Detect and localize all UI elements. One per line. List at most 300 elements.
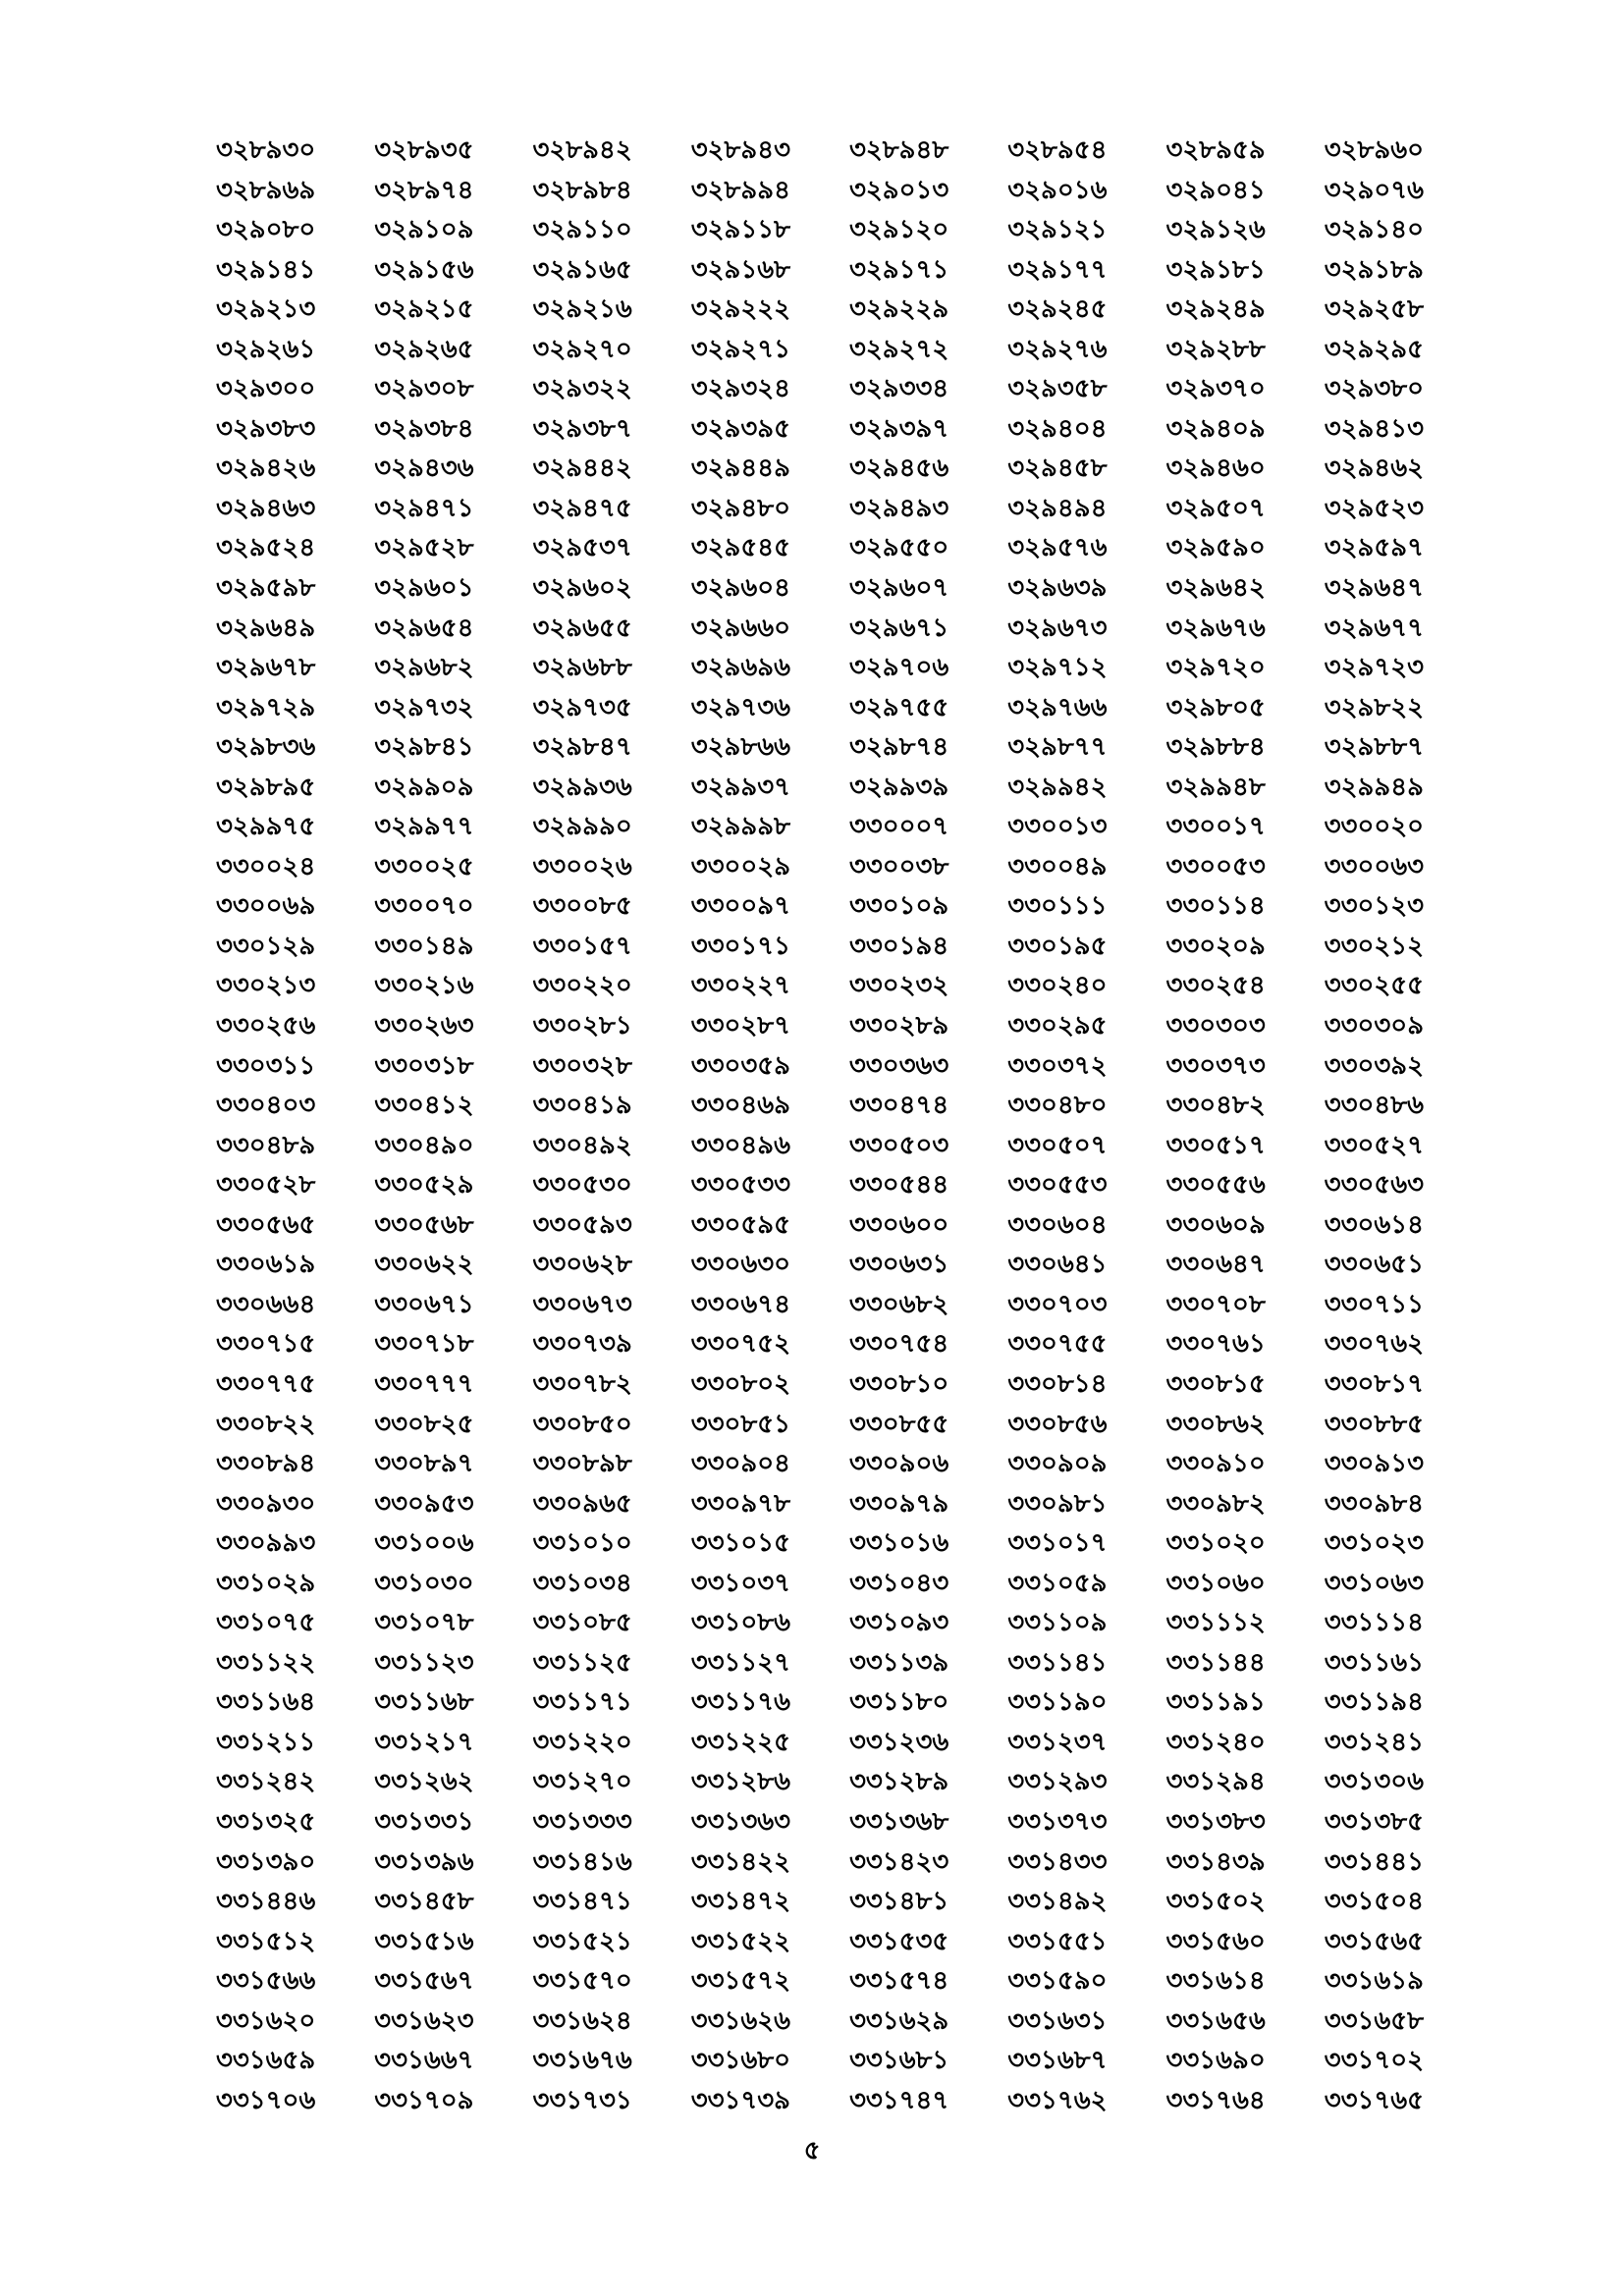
number-cell: ৩৩১৪৪১ — [1324, 1846, 1425, 1877]
number-cell: ৩২৮৯৮৪ — [532, 175, 632, 205]
number-cell: ৩২৯৯৩৯ — [848, 772, 949, 802]
number-cell: ৩৩১০৬৩ — [1324, 1568, 1425, 1598]
number-cell: ৩৩০৪৮৯ — [215, 1130, 316, 1160]
number-cell: ৩৩০০২৬ — [532, 851, 632, 881]
number-cell: ৩২৯১২০ — [848, 215, 949, 245]
number-cell: ৩২৯৬৯৬ — [690, 653, 791, 683]
number-cell: ৩২৯৩২২ — [532, 374, 632, 404]
number-cell: ৩২৯২৯৫ — [1324, 334, 1425, 364]
number-cell: ৩৩০৫৩৩ — [690, 1170, 791, 1201]
number-cell: ৩৩১৪১৬ — [532, 1846, 632, 1877]
number-cell: ৩৩১২৮৯ — [848, 1767, 949, 1797]
number-cell: ৩৩১২১১ — [215, 1727, 316, 1757]
number-cell: ৩৩১৫০৪ — [1324, 1887, 1425, 1917]
number-cell: ৩৩১৭৪৭ — [848, 2085, 949, 2115]
number-cell: ৩৩০৪৮০ — [1007, 1091, 1108, 1121]
number-cell: ৩৩০৫৬৩ — [1324, 1170, 1425, 1201]
number-cell: ৩২৯৬৫৫ — [532, 613, 632, 643]
number-cell: ৩৩১৬২০ — [215, 2005, 316, 2036]
number-cell: ৩৩১০৬০ — [1165, 1568, 1266, 1598]
number-cell: ৩২৯২৭৬ — [1007, 334, 1108, 364]
number-cell: ৩৩০৮৫১ — [690, 1409, 791, 1439]
number-cell: ৩২৯২৪৯ — [1165, 294, 1266, 325]
number-cell: ৩২৯১৭৭ — [1007, 254, 1108, 285]
number-cell: ৩২৯৮০৫ — [1165, 692, 1266, 722]
number-cell: ৩৩১৩২৫ — [215, 1806, 316, 1837]
number-cell: ৩৩০৪৬৯ — [690, 1091, 791, 1121]
number-cell: ৩৩০২১৬ — [374, 971, 474, 1001]
number-cell: ৩৩১৬১৯ — [1324, 1966, 1425, 1997]
number-cell: ৩২৯২৭১ — [690, 334, 791, 364]
number-cell: ৩২৯১৫৬ — [374, 254, 474, 285]
number-cell: ৩২৯৪৯৩ — [848, 493, 949, 523]
number-cell: ৩২৯১০৯ — [374, 215, 474, 245]
number-cell: ৩৩০২১২ — [1324, 931, 1425, 961]
number-cell: ৩৩১২৯৩ — [1007, 1767, 1108, 1797]
number-cell: ৩৩০৩৭৩ — [1165, 1050, 1266, 1081]
number-cell: ৩২৯৯৯০ — [532, 812, 632, 842]
number-cell: ৩৩০৮৯৮ — [532, 1449, 632, 1479]
number-cell: ৩৩০৪১৯ — [532, 1091, 632, 1121]
number-cell: ৩৩১৭০৬ — [215, 2085, 316, 2115]
number-cell: ৩৩১৭৩৯ — [690, 2085, 791, 2115]
number-cell: ৩৩০৭১৫ — [215, 1329, 316, 1360]
number-cell: ৩২৯১২১ — [1007, 215, 1108, 245]
number-cell: ৩৩০৭৮২ — [532, 1368, 632, 1399]
number-cell: ৩৩০০৪৯ — [1007, 851, 1108, 881]
number-cell: ৩৩১০১৭ — [1007, 1528, 1108, 1559]
number-cell: ৩২৯৩৫৮ — [1007, 374, 1108, 404]
number-cell: ৩৩১৬২৪ — [532, 2005, 632, 2036]
number-cell: ৩২৯৩৯৫ — [690, 413, 791, 444]
number-cell: ৩৩১০৮৬ — [690, 1608, 791, 1638]
number-cell: ৩২৮৯৩৫ — [374, 135, 474, 165]
number-cell: ৩৩০৬২২ — [374, 1250, 474, 1280]
number-cell: ৩৩১১৬৮ — [374, 1687, 474, 1718]
number-cell: ৩৩০২৫৬ — [215, 1011, 316, 1041]
number-cell: ৩২৯৮২২ — [1324, 692, 1425, 722]
number-cell: ৩৩১৫৬৭ — [374, 1966, 474, 1997]
number-cell: ৩৩০২০৯ — [1165, 931, 1266, 961]
number-cell: ৩৩১০০৬ — [374, 1528, 474, 1559]
number-cell: ৩৩০৬৪১ — [1007, 1250, 1108, 1280]
number-cell: ৩২৯৫৩৭ — [532, 533, 632, 563]
number-cell: ৩৩০৩০৩ — [1165, 1011, 1266, 1041]
number-cell: ৩৩০৭৭৫ — [215, 1368, 316, 1399]
number-cell: ৩২৯৮৭৭ — [1007, 732, 1108, 763]
number-cell: ৩৩০৯৩০ — [215, 1488, 316, 1519]
number-cell: ৩৩০২২৭ — [690, 971, 791, 1001]
number-cell: ৩৩০৮১০ — [848, 1368, 949, 1399]
number-cell: ৩৩০৪০৩ — [215, 1091, 316, 1121]
number-cell: ৩৩১১৩৯ — [848, 1647, 949, 1678]
number-cell: ৩২৯৬৮৮ — [532, 653, 632, 683]
number-cell: ৩৩১৬২৬ — [690, 2005, 791, 2036]
number-cell: ৩২৯৬৬০ — [690, 613, 791, 643]
number-cell: ৩৩১১২২ — [215, 1647, 316, 1678]
number-cell: ৩২৯৯০৯ — [374, 772, 474, 802]
number-cell: ৩২৯৫০৭ — [1165, 493, 1266, 523]
number-cell: ৩৩১৪২৩ — [848, 1846, 949, 1877]
number-cell: ৩২৯৩৮৭ — [532, 413, 632, 444]
number-cell: ৩৩০০৮৫ — [532, 891, 632, 922]
number-cell: ৩৩১০১৬ — [848, 1528, 949, 1559]
number-cell: ৩২৯৪৫৮ — [1007, 454, 1108, 484]
number-cell: ৩২৯৫৯৭ — [1324, 533, 1425, 563]
number-cell: ৩৩০৭৫৪ — [848, 1329, 949, 1360]
number-cell: ৩৩১১২৫ — [532, 1647, 632, 1678]
number-cell: ৩৩০৫২৭ — [1324, 1130, 1425, 1160]
number-cell: ৩৩১৭৬৫ — [1324, 2085, 1425, 2115]
number-cell: ৩২৯৪২৬ — [215, 454, 316, 484]
number-cell: ৩৩০২৩২ — [848, 971, 949, 1001]
number-cell: ৩৩০০৬৯ — [215, 891, 316, 922]
number-cell: ৩৩০৬৫১ — [1324, 1250, 1425, 1280]
number-cell: ৩৩১৫৭২ — [690, 1966, 791, 1997]
number-cell: ৩২৯৬৪৭ — [1324, 573, 1425, 604]
number-cell: ৩৩০৫৪৪ — [848, 1170, 949, 1201]
number-cell: ৩৩১৬৮৭ — [1007, 2046, 1108, 2076]
number-cell: ৩২৯২২৯ — [848, 294, 949, 325]
number-cell: ৩২৯১১০ — [532, 215, 632, 245]
number-cell: ৩৩০০১৩ — [1007, 812, 1108, 842]
number-cell: ৩৩১৫৬৬ — [215, 1966, 316, 1997]
number-cell: ৩৩০৯৭৮ — [690, 1488, 791, 1519]
number-cell: ৩৩০৮৯৭ — [374, 1449, 474, 1479]
number-cell: ৩৩১১৬১ — [1324, 1647, 1425, 1678]
number-cell: ৩২৮৯৬৯ — [215, 175, 316, 205]
number-cell: ৩৩১২১৭ — [374, 1727, 474, 1757]
number-cell: ৩২৯৭২০ — [1165, 653, 1266, 683]
number-cell: ৩৩০০২০ — [1324, 812, 1425, 842]
number-cell: ৩২৯৮৪১ — [374, 732, 474, 763]
number-cell: ৩২৮৯৪২ — [532, 135, 632, 165]
number-cell: ৩৩০৫৯৩ — [532, 1209, 632, 1240]
number-cell: ৩৩১১৭৬ — [690, 1687, 791, 1718]
number-cell: ৩৩০০৫৩ — [1165, 851, 1266, 881]
number-cell: ৩৩১০২৩ — [1324, 1528, 1425, 1559]
number-cell: ৩৩১৫৯০ — [1007, 1966, 1108, 1997]
number-cell: ৩২৮৯৩০ — [215, 135, 316, 165]
number-cell: ৩২৯২১৫ — [374, 294, 474, 325]
number-cell: ৩৩০৭৬১ — [1165, 1329, 1266, 1360]
number-cell: ৩৩১২৩৬ — [848, 1727, 949, 1757]
number-cell: ৩২৯৮৯৫ — [215, 772, 316, 802]
number-cell: ৩২৯৩৮৩ — [215, 413, 316, 444]
number-cell: ৩৩০৫০৩ — [848, 1130, 949, 1160]
number-cell: ৩৩০১২৩ — [1324, 891, 1425, 922]
number-cell: ৩২৯৩৭০ — [1165, 374, 1266, 404]
number-cell: ৩২৯৭৩৬ — [690, 692, 791, 722]
number-cell: ৩২৯৩৯৭ — [848, 413, 949, 444]
number-cell: ৩২৯২৭০ — [532, 334, 632, 364]
number-cell: ৩৩০৬৭১ — [374, 1289, 474, 1319]
number-cell: ৩৩১৭৬২ — [1007, 2085, 1108, 2115]
number-cell: ৩৩১১২৭ — [690, 1647, 791, 1678]
number-cell: ৩২৯৮৭৪ — [848, 732, 949, 763]
number-cell: ৩৩০৬৩০ — [690, 1250, 791, 1280]
number-cell: ৩৩০৯০৯ — [1007, 1449, 1108, 1479]
number-cell: ৩৩০৩০৯ — [1324, 1011, 1425, 1041]
number-cell: ৩৩০৯৮২ — [1165, 1488, 1266, 1519]
number-cell: ৩৩০৩১১ — [215, 1050, 316, 1081]
number-cell: ৩৩১০৫৯ — [1007, 1568, 1108, 1598]
number-cell: ৩৩০৭৭৭ — [374, 1368, 474, 1399]
number-cell: ৩৩০৮২৫ — [374, 1409, 474, 1439]
number-cell: ৩২৯৬৭৩ — [1007, 613, 1108, 643]
number-cell: ৩২৯১৪১ — [215, 254, 316, 285]
number-cell: ৩২৯৬০২ — [532, 573, 632, 604]
number-cell: ৩৩০১৪৯ — [374, 931, 474, 961]
number-cell: ৩৩১৫২২ — [690, 1926, 791, 1956]
number-cell: ৩৩১৬২৯ — [848, 2005, 949, 2036]
number-cell: ৩২৯৮৬৬ — [690, 732, 791, 763]
number-cell: ৩২৯২৪৫ — [1007, 294, 1108, 325]
number-cell: ৩২৯৭২৯ — [215, 692, 316, 722]
number-cell: ৩৩১৩৮৫ — [1324, 1806, 1425, 1837]
number-cell: ৩২৯৬৩৯ — [1007, 573, 1108, 604]
number-cell: ৩২৯০৪১ — [1165, 175, 1266, 205]
number-cell: ৩৩১০৩০ — [374, 1568, 474, 1598]
number-cell: ৩২৯০১৬ — [1007, 175, 1108, 205]
number-cell: ৩৩০৬২৮ — [532, 1250, 632, 1280]
number-cell: ৩৩০৪৭৪ — [848, 1091, 949, 1121]
number-cell: ৩২৯৩৮০ — [1324, 374, 1425, 404]
number-cell: ৩৩০৪৯৬ — [690, 1130, 791, 1160]
number-cell: ৩৩১৩৮৩ — [1165, 1806, 1266, 1837]
number-cell: ৩২৯৩৩৪ — [848, 374, 949, 404]
number-cell: ৩২৯২২২ — [690, 294, 791, 325]
number-cell: ৩৩০৪৮২ — [1165, 1091, 1266, 1121]
number-cell: ৩৩০৯৯৩ — [215, 1528, 316, 1559]
number-cell: ৩৩১৪৮১ — [848, 1887, 949, 1917]
number-cell: ৩২৯৪৯৪ — [1007, 493, 1108, 523]
number-cell: ৩২৯৪৭৫ — [532, 493, 632, 523]
number-cell: ৩৩১১২৩ — [374, 1647, 474, 1678]
number-cell: ৩৩১৭৩১ — [532, 2085, 632, 2115]
number-cell: ৩২৯৫২৮ — [374, 533, 474, 563]
number-cell: ৩২৯৬৭৮ — [215, 653, 316, 683]
number-cell: ৩৩১১৬৪ — [215, 1687, 316, 1718]
number-cell: ৩৩০০২৯ — [690, 851, 791, 881]
number-cell: ৩২৯৬৪৯ — [215, 613, 316, 643]
number-cell: ৩৩১৩৩১ — [374, 1806, 474, 1837]
number-cell: ৩৩১৭০২ — [1324, 2046, 1425, 2076]
number-cell: ৩৩১৬৮১ — [848, 2046, 949, 2076]
number-cell: ৩৩০৫৩০ — [532, 1170, 632, 1201]
number-cell: ৩৩১৬৯০ — [1165, 2046, 1266, 2076]
number-cell: ৩২৯১৬৫ — [532, 254, 632, 285]
number-cell: ৩২৯৪৮০ — [690, 493, 791, 523]
number-cell: ৩৩১১৪৪ — [1165, 1647, 1266, 1678]
number-cell: ৩৩০১৭১ — [690, 931, 791, 961]
number-cell: ৩৩০৯১০ — [1165, 1449, 1266, 1479]
number-cell: ৩২৯৩৮৪ — [374, 413, 474, 444]
number-cell: ৩২৯৬৭১ — [848, 613, 949, 643]
number-cell: ৩৩১৬৬৭ — [374, 2046, 474, 2076]
number-cell: ৩২৯৪০৯ — [1165, 413, 1266, 444]
number-cell: ৩৩০১২৯ — [215, 931, 316, 961]
number-cell: ৩৩০২৮৭ — [690, 1011, 791, 1041]
number-cell: ৩৩০৫০৭ — [1007, 1130, 1108, 1160]
number-cell: ৩২৯৪০৪ — [1007, 413, 1108, 444]
number-cell: ৩২৯৬৪২ — [1165, 573, 1266, 604]
number-cell: ৩২৯০৭৬ — [1324, 175, 1425, 205]
number-cell: ৩৩০০২৫ — [374, 851, 474, 881]
number-cell: ৩৩০৩২৮ — [532, 1050, 632, 1081]
number-cell: ৩২৯৯৭৫ — [215, 812, 316, 842]
number-cell: ৩৩১৬২৩ — [374, 2005, 474, 2036]
number-cell: ৩৩০৬৪৭ — [1165, 1250, 1266, 1280]
number-cell: ৩৩১৫৭৪ — [848, 1966, 949, 1997]
number-cell: ৩৩০২৮১ — [532, 1011, 632, 1041]
number-cell: ৩৩১৬৫৬ — [1165, 2005, 1266, 2036]
number-cell: ৩৩১০৪৩ — [848, 1568, 949, 1598]
number-cell: ৩২৯৭৩২ — [374, 692, 474, 722]
number-cell: ৩৩১১১৪ — [1324, 1608, 1425, 1638]
number-cell: ৩৩০৭০৮ — [1165, 1289, 1266, 1319]
number-cell: ৩৩০০৯৭ — [690, 891, 791, 922]
number-cell: ৩৩১৬৩১ — [1007, 2005, 1108, 2036]
number-cell: ৩৩১৪৩৩ — [1007, 1846, 1108, 1877]
number-cell: ৩৩১০৩৪ — [532, 1568, 632, 1598]
number-cell: ৩২৯৪৪৯ — [690, 454, 791, 484]
number-cell: ৩৩১৫০২ — [1165, 1887, 1266, 1917]
number-cell: ৩২৯১১৮ — [690, 215, 791, 245]
number-cell: ৩৩১১৯৪ — [1324, 1687, 1425, 1718]
number-cell: ৩২৯২৬৫ — [374, 334, 474, 364]
number-cell: ৩৩০৫২৯ — [374, 1170, 474, 1201]
number-cell: ৩৩১০৮৫ — [532, 1608, 632, 1638]
number-cell: ৩৩০৪১২ — [374, 1091, 474, 1121]
number-cell: ৩৩০৯০৪ — [690, 1449, 791, 1479]
number-cell: ৩৩১৪৩৯ — [1165, 1846, 1266, 1877]
number-cell: ৩৩১০৯৩ — [848, 1608, 949, 1638]
number-cell: ৩৩১১৪১ — [1007, 1647, 1108, 1678]
number-cell: ৩২৯৬০১ — [374, 573, 474, 604]
number-cell: ৩৩১২৬২ — [374, 1767, 474, 1797]
number-cell: ৩৩১৩০৬ — [1324, 1767, 1425, 1797]
number-cell: ৩২৯৬৫৪ — [374, 613, 474, 643]
number-cell: ৩৩০৮২২ — [215, 1409, 316, 1439]
number-cell: ৩২৯৯৩৬ — [532, 772, 632, 802]
number-cell: ৩৩০৯৫৩ — [374, 1488, 474, 1519]
number-cell: ৩২৯২৭২ — [848, 334, 949, 364]
number-cell: ৩৩১৩৭৩ — [1007, 1806, 1108, 1837]
number-cell: ৩৩০৮৫৫ — [848, 1409, 949, 1439]
number-cell: ৩৩০১৯৪ — [848, 931, 949, 961]
number-cell: ৩২৯১২৬ — [1165, 215, 1266, 245]
number-cell: ৩৩০৮০২ — [690, 1368, 791, 1399]
number-cell: ৩৩১৬৫৯ — [215, 2046, 316, 2076]
number-cell: ৩২৯৯৩৭ — [690, 772, 791, 802]
number-cell: ৩৩১৬১৪ — [1165, 1966, 1266, 1997]
number-cell: ৩৩০০১৭ — [1165, 812, 1266, 842]
number-cell: ৩৩১৫৩৫ — [848, 1926, 949, 1956]
number-cell: ৩৩০৭১১ — [1324, 1289, 1425, 1319]
number-cell: ৩৩০৮৫০ — [532, 1409, 632, 1439]
number-cell: ৩৩০৬৬৪ — [215, 1289, 316, 1319]
number-cell: ৩৩০২৯৫ — [1007, 1011, 1108, 1041]
number-cell: ৩৩০৫৫৩ — [1007, 1170, 1108, 1201]
number-cell: ৩৩১০১৫ — [690, 1528, 791, 1559]
number-cell: ৩৩০১১৪ — [1165, 891, 1266, 922]
number-cell: ৩৩০৯৭৯ — [848, 1488, 949, 1519]
number-cell: ৩৩০২৪০ — [1007, 971, 1108, 1001]
number-cell: ৩২৯৩২৪ — [690, 374, 791, 404]
number-cell: ৩৩০৯০৬ — [848, 1449, 949, 1479]
number-cell: ৩৩১৪২২ — [690, 1846, 791, 1877]
number-cell: ৩২৯৪৬০ — [1165, 454, 1266, 484]
number-cell: ৩৩০৭৩৯ — [532, 1329, 632, 1360]
number-cell: ৩৩০৫৯৫ — [690, 1209, 791, 1240]
number-cell: ৩২৯১৮১ — [1165, 254, 1266, 285]
number-cell: ৩৩০৩১৮ — [374, 1050, 474, 1081]
number-cell: ৩৩০০৭০ — [374, 891, 474, 922]
number-cell: ৩৩১৭৬৪ — [1165, 2085, 1266, 2115]
number-cell: ৩২৯৭০৬ — [848, 653, 949, 683]
number-cell: ৩৩১৫১২ — [215, 1926, 316, 1956]
number-cell: ৩৩০৬৭৩ — [532, 1289, 632, 1319]
number-cell: ৩২৯৭৫৫ — [848, 692, 949, 722]
number-cell: ৩৩১৩৩৩ — [532, 1806, 632, 1837]
number-cell: ৩৩১১৯১ — [1165, 1687, 1266, 1718]
number-cell: ৩৩১০৭৫ — [215, 1608, 316, 1638]
number-cell: ৩৩১৫৭০ — [532, 1966, 632, 1997]
page-number: ৫ — [803, 2136, 821, 2165]
number-cell: ৩৩০৪৯০ — [374, 1130, 474, 1160]
number-cell: ৩৩১৭০৯ — [374, 2085, 474, 2115]
number-cell: ৩২৯৮৩৬ — [215, 732, 316, 763]
number-cell: ৩৩১২৮৬ — [690, 1767, 791, 1797]
number-cell: ৩৩০০৩৮ — [848, 851, 949, 881]
number-cell: ৩৩০৫৬৮ — [374, 1209, 474, 1240]
number-cell: ৩৩১৩৬৮ — [848, 1806, 949, 1837]
number-cell: ৩২৯১৪০ — [1324, 215, 1425, 245]
number-cell: ৩৩১৩৯৬ — [374, 1846, 474, 1877]
number-cell: ৩৩১০২৯ — [215, 1568, 316, 1598]
number-cell: ৩২৯৫২৪ — [215, 533, 316, 563]
number-cell: ৩২৯৬৮২ — [374, 653, 474, 683]
number-cell: ৩৩১৫২১ — [532, 1926, 632, 1956]
number-cell: ৩২৮৯৬০ — [1324, 135, 1425, 165]
number-cell: ৩৩০৭৬২ — [1324, 1329, 1425, 1360]
number-cell: ৩২৯২৮৮ — [1165, 334, 1266, 364]
number-cell: ৩২৯৭৬৬ — [1007, 692, 1108, 722]
number-cell: ৩২৯৮৪৭ — [532, 732, 632, 763]
number-cell: ৩২৮৯৫৪ — [1007, 135, 1108, 165]
number-cell: ৩২৯৩০৮ — [374, 374, 474, 404]
number-cell: ৩২৯৫৪৫ — [690, 533, 791, 563]
number-cell: ৩৩০২৫৪ — [1165, 971, 1266, 1001]
number-cell: ৩৩০৭০৩ — [1007, 1289, 1108, 1319]
number-cell: ৩২৯৯৪৮ — [1165, 772, 1266, 802]
number-cell: ৩৩১৪৯২ — [1007, 1887, 1108, 1917]
number-cell: ৩৩১০৩৭ — [690, 1568, 791, 1598]
number-cell: ৩২৯৪৬৩ — [215, 493, 316, 523]
number-cell: ৩৩১২৩৭ — [1007, 1727, 1108, 1757]
number-cell: ৩৩১১০৯ — [1007, 1608, 1108, 1638]
number-cell: ৩৩১২২৫ — [690, 1727, 791, 1757]
number-cell: ৩২৮৯৪৩ — [690, 135, 791, 165]
number-cell: ৩৩০৬১৯ — [215, 1250, 316, 1280]
number-cell: ৩৩১১১২ — [1165, 1608, 1266, 1638]
number-cell: ৩৩১৪৭১ — [532, 1887, 632, 1917]
number-cell: ৩৩০১৯৫ — [1007, 931, 1108, 961]
number-cell: ৩৩১১৯০ — [1007, 1687, 1108, 1718]
number-cell: ৩৩১৪৫৮ — [374, 1887, 474, 1917]
number-cell: ৩৩০০০৭ — [848, 812, 949, 842]
